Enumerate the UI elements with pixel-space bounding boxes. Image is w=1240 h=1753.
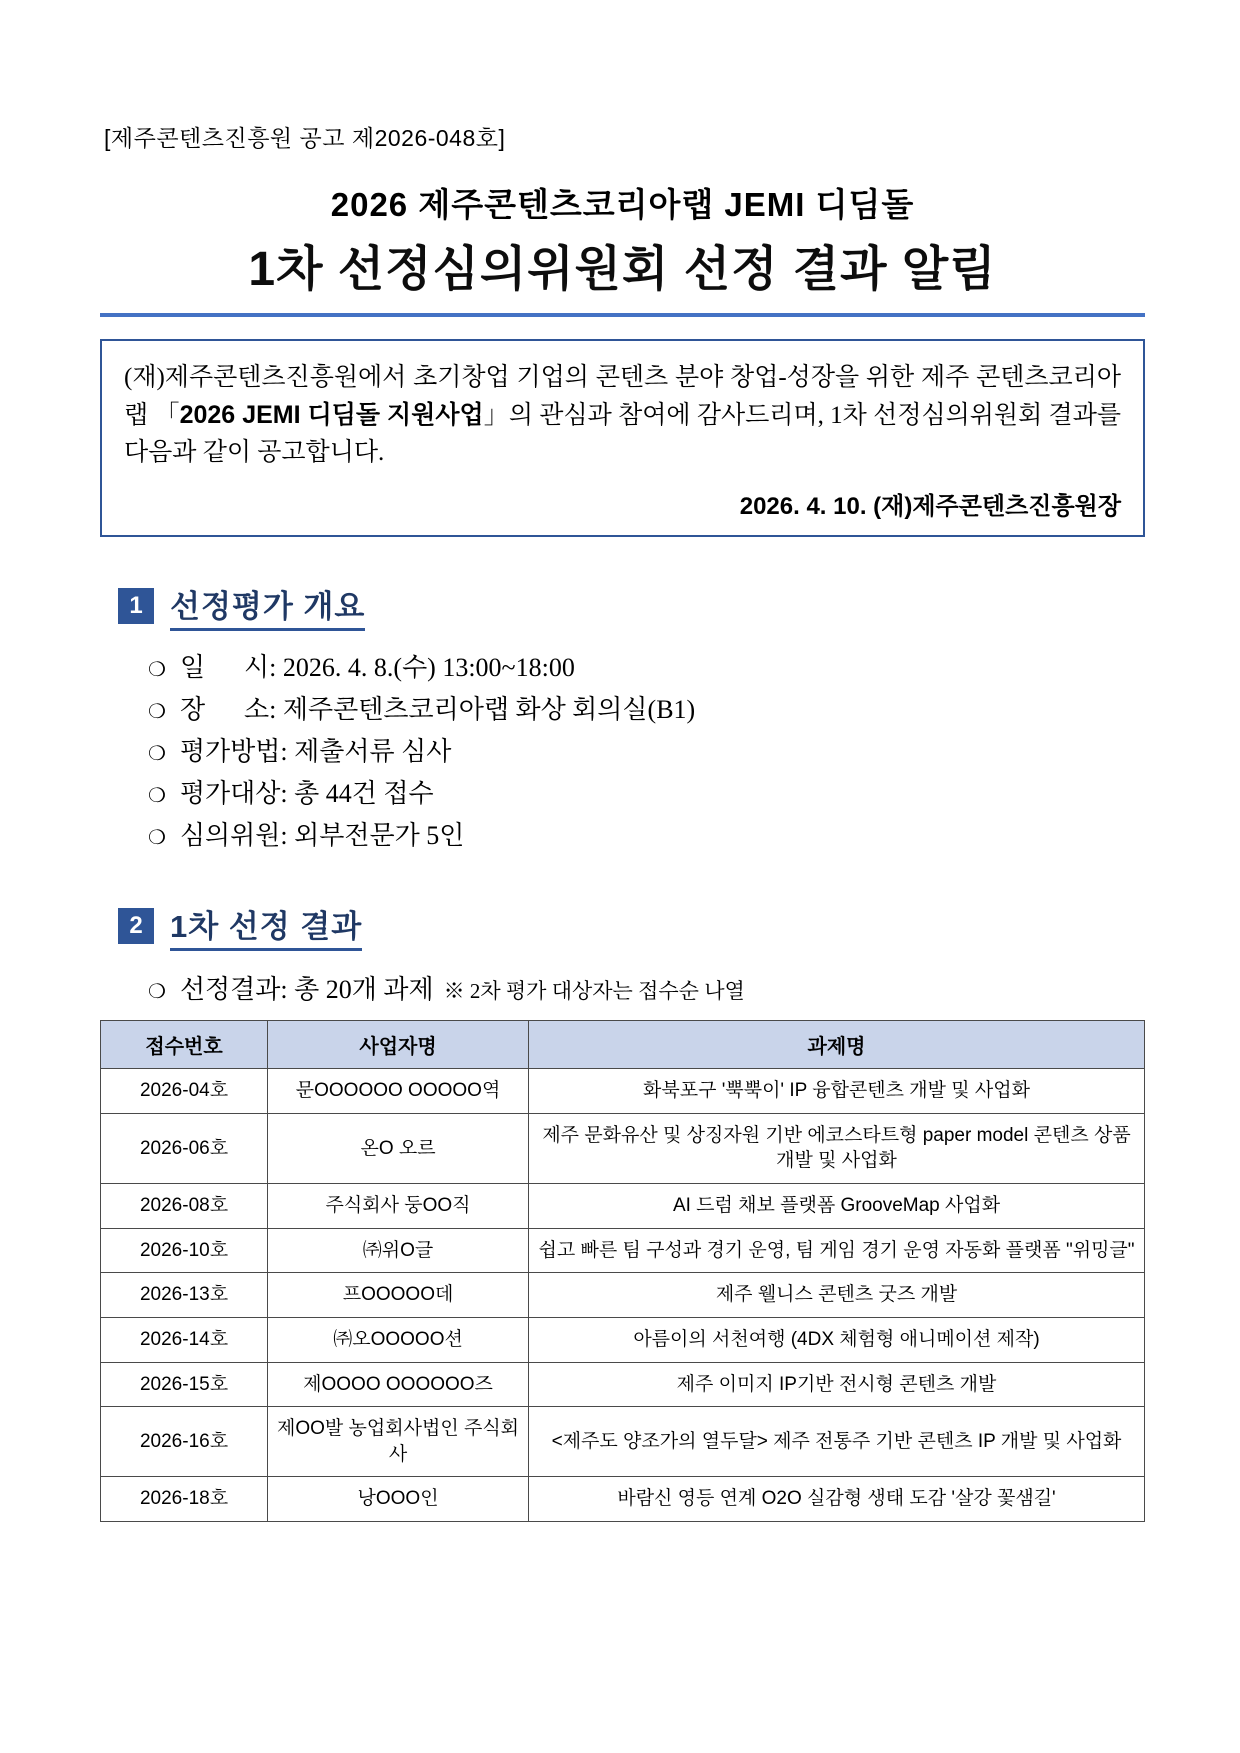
intro-paragraph [124,359,1121,472]
table-row [101,1113,1145,1183]
column-header-company-name: 사업자명 [268,1021,529,1069]
table-row [101,1273,1145,1318]
table-row [101,1407,1145,1477]
cell-company-name: 문OOOOOO OOOOO역 [268,1069,529,1114]
table-row [101,1362,1145,1407]
notice-number: [제주콘텐츠진흥원 공고 제2026-048호] [104,125,506,151]
table-row [101,1228,1145,1273]
cell-project-name: 화북포구 '뿍뿍이' IP 융합콘텐츠 개발 및 사업화 [529,1069,1145,1114]
result-summary-label: 선정결과: 총 20개 과제 [179,975,434,1005]
intro-part1: (재)제주콘텐츠진흥원에서 초기창업 기업의 콘텐츠 분야 창업-성장을 위한 제주 콘텐츠코리아랩 「 [124,364,1121,429]
bullet-circle-icon: ❍ [148,742,166,765]
title-subtitle: 2026 제주콘텐츠코리아랩 JEMI 디딤돌 [330,186,915,223]
section-number-1: 1 [118,588,154,624]
cell-company-name: 프OOOOO데 [268,1273,529,1318]
cell-receipt-number: 2026-18호 [101,1477,268,1522]
page-title: 1차 선정심의위원회 선정 결과 알림 [248,243,997,296]
cell-project-name: 바람신 영등 연계 O2O 실감형 생태 도감 '살강 꽃샘길' [529,1477,1145,1522]
list-item [148,815,1145,857]
table-row [101,1069,1145,1114]
document-title-block [100,179,1145,299]
bullet-circle-icon: ❍ [148,981,166,1004]
cell-company-name: 낭OOO인 [268,1477,529,1522]
list-item-value: 총 44건 접수 [294,778,434,808]
list-item [148,647,1145,689]
bullet-circle-icon: ❍ [148,784,166,807]
table-header-row [101,1021,1145,1069]
bullet-circle-icon: ❍ [148,700,166,723]
cell-receipt-number: 2026-13호 [101,1273,268,1318]
title-divider [100,313,1145,317]
cell-project-name: 제주 웰니스 콘텐츠 굿즈 개발 [529,1273,1145,1318]
cell-receipt-number: 2026-10호 [101,1228,268,1273]
list-item [148,689,1145,731]
cell-receipt-number: 2026-06호 [101,1113,268,1183]
bullet-circle-icon: ❍ [148,658,166,681]
overview-list [148,647,1145,858]
section-title-2: 1차 선정 결과 [170,901,362,951]
table-row [101,1183,1145,1228]
section-number-2: 2 [118,908,154,944]
cell-company-name: 제OO발 농업회사법인 주식회사 [268,1407,529,1477]
list-item-value: 제출서류 심사 [294,736,452,766]
cell-receipt-number: 2026-08호 [101,1183,268,1228]
cell-project-name: <제주도 양조가의 열두달> 제주 전통주 기반 콘텐츠 IP 개발 및 사업화 [529,1407,1145,1477]
results-table [100,1020,1145,1522]
list-item-label: 장 소: [179,694,277,724]
intro-box [100,339,1145,537]
list-item-value: 2026. 4. 8.(수) 13:00~18:00 [282,652,575,682]
cell-company-name: 온O 오르 [268,1113,529,1183]
list-item [148,731,1145,773]
list-item-label: 평가방법: [179,736,288,766]
cell-project-name: 제주 문화유산 및 상징자원 기반 에코스타트형 paper model 콘텐츠 상품 개발 및 사업화 [529,1113,1145,1183]
intro-emphasis: 2026 JEMI 디딤돌 지원사업 [179,400,484,429]
list-item-label: 심의위원: [179,820,288,850]
list-item-label: 평가대상: [179,778,288,808]
cell-receipt-number: 2026-15호 [101,1362,268,1407]
list-item [148,773,1145,815]
list-item-label: 일 시: [179,652,277,682]
result-summary [148,969,1145,1006]
intro-part2: 」의 관심과 참여에 감사드리며, 1차 선정심의위원회 결과를 다음과 같이 공고합니다. [124,401,1121,466]
cell-project-name: 제주 이미지 IP기반 전시형 콘텐츠 개발 [529,1362,1145,1407]
list-item-value: 외부전문가 5인 [294,820,465,850]
section-heading-results [118,901,1145,951]
cell-project-name: AI 드럼 채보 플랫폼 GrooveMap 사업화 [529,1183,1145,1228]
column-header-receipt-number: 접수번호 [101,1021,268,1069]
cell-receipt-number: 2026-16호 [101,1407,268,1477]
cell-receipt-number: 2026-14호 [101,1317,268,1362]
result-summary-note: ※ 2차 평가 대상자는 접수순 나열 [443,979,745,1004]
cell-project-name: 아름이의 서천여행 (4DX 체험형 애니메이션 제작) [529,1317,1145,1362]
intro-signature: 2026. 4. 10. (재)제주콘텐츠진흥원장 [739,492,1121,520]
table-row [101,1317,1145,1362]
cell-project-name: 쉽고 빠른 팀 구성과 경기 운영, 팀 게임 경기 운영 자동화 플랫폼 "위밍글" [529,1228,1145,1273]
cell-company-name: ㈜위O글 [268,1228,529,1273]
cell-receipt-number: 2026-04호 [101,1069,268,1114]
section-title-1: 선정평가 개요 [170,581,365,631]
list-item-value: 제주콘텐츠코리아랩 화상 회의실(B1) [282,694,696,724]
table-row [101,1477,1145,1522]
cell-company-name: 제OOOO OOOOOO즈 [268,1362,529,1407]
column-header-project-name: 과제명 [529,1021,1145,1069]
section-heading-overview [118,581,1145,631]
cell-company-name: ㈜오OOOOO션 [268,1317,529,1362]
cell-company-name: 주식회사 둥OO직 [268,1183,529,1228]
bullet-circle-icon: ❍ [148,826,166,849]
